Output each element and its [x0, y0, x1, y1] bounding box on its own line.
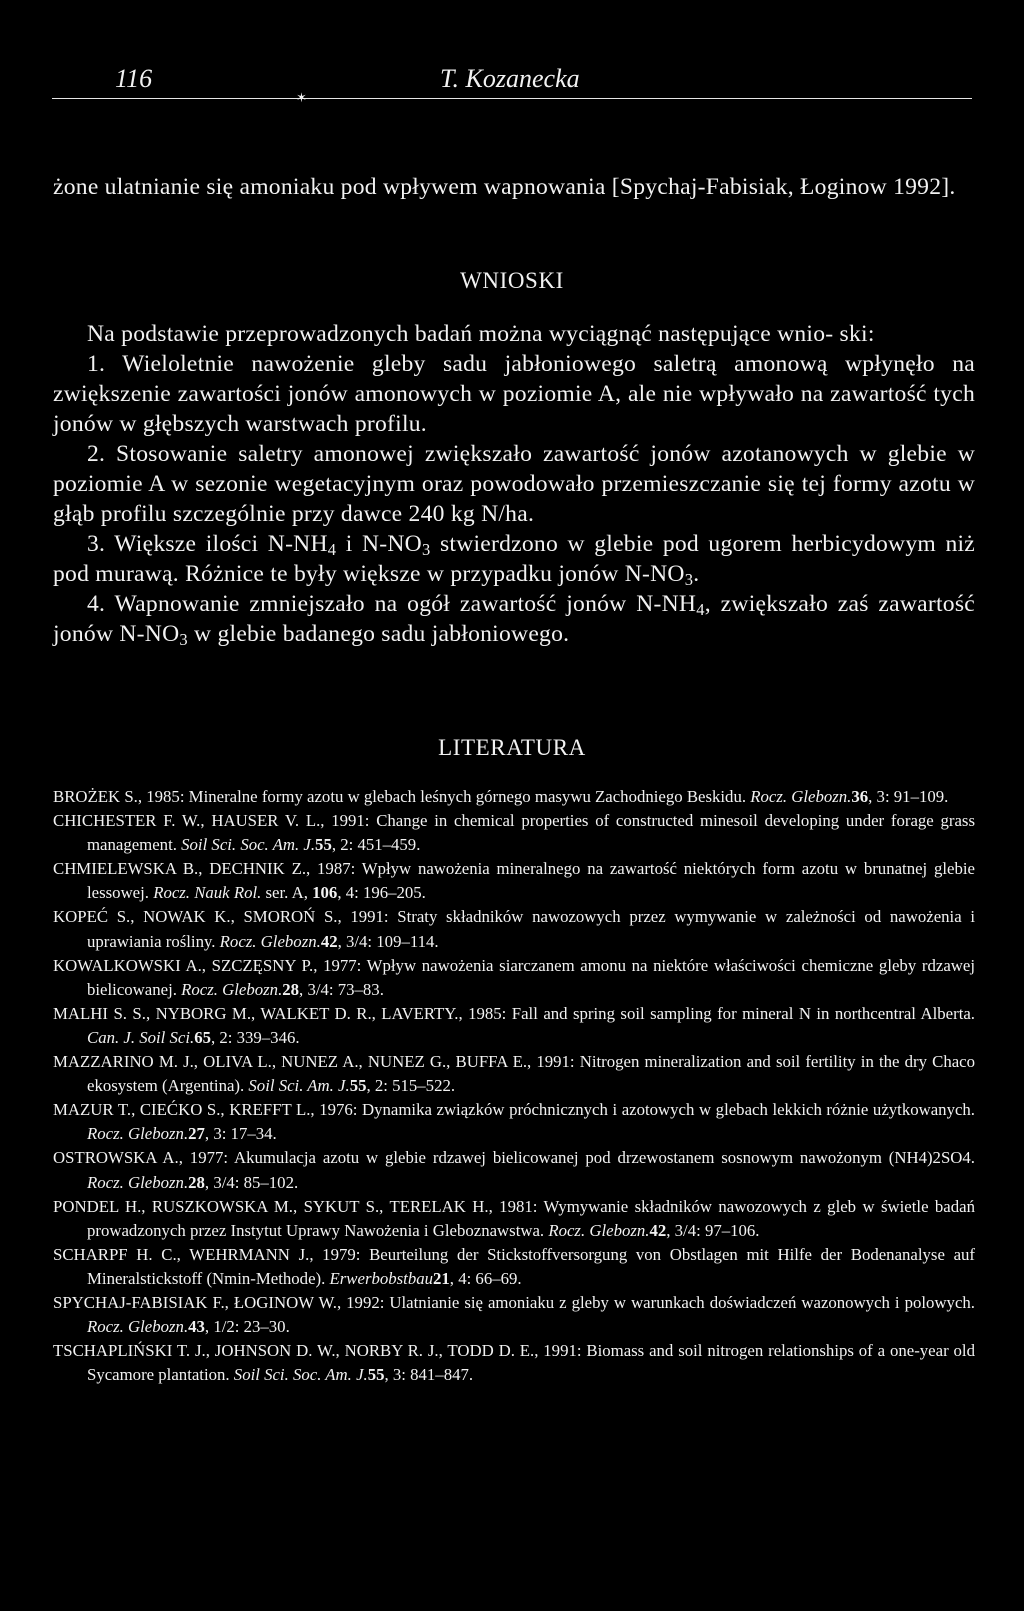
reference-journal: Rocz. Glebozn.: [87, 1317, 189, 1337]
header-mark: ✶: [296, 90, 307, 105]
reference-text: , 1976: Dynamika związków próchnicznych i azotowych w glebach lekkich różnie użytkowanych.: [310, 1100, 975, 1120]
reference-rest: , 3: 841–847.: [384, 1365, 474, 1385]
reference-journal: Rocz. Nauk Rol.: [153, 883, 262, 903]
reference-journal: Rocz. Glebozn.: [548, 1220, 650, 1240]
reference-item: [53, 857, 975, 905]
reference-vol: 27: [188, 1124, 205, 1144]
reference-journal: Rocz. Glebozn.: [87, 1124, 189, 1144]
conclusion-1: 1. Wieloletnie nawożenie gleby sadu jabłoniowego saletrą amonową wpłynęło na zwiększenie zawartości jonów amonowych w poziomie A, ale nie wpływało na zawartość tych jonów w głębszych warstwach profilu.: [53, 351, 975, 437]
reference-text: , 1985: Mineralne formy azotu w glebach leśnych górnego masywu Zachodniego Beskidu.: [137, 787, 751, 806]
reference-text: , 1977: Wpływ nawożenia siarczanem amonu na niektóre właściwości chemiczne gleby rdzawej bielicowanej.: [87, 955, 975, 999]
reference-vol: 106: [312, 883, 338, 903]
reference-item: [53, 1098, 975, 1146]
header-rule: [52, 98, 972, 99]
running-author: T. Kozanecka: [440, 64, 580, 93]
reference-author: TSCHAPLIŃSKI T. J., JOHNSON D. W., NORBY R. J., TODD D. E.: [53, 1341, 535, 1361]
reference-text: , 1991: Nitrogen mineralization and soil fertility in the dry Chaco ekosystem (Argentina).: [87, 1052, 975, 1096]
reference-journal: Soil Sci. Soc. Am. J.: [233, 1365, 368, 1385]
reference-vol: 65: [194, 1027, 211, 1047]
reference-text: , 1987: Wpływ nawożenia mineralnego na zawartość niektórych form azotu w brunatnej glebie lessowej.: [87, 859, 976, 903]
reference-rest: , 3/4: 97–106.: [666, 1220, 760, 1240]
conclusion-3: 3. Większe ilości $N-NH_4$ i $N-NO_3$ stwierdzono w glebie pod ugorem herbicydowym niż pod murawą. Różnice te były większe w przypadku jonów $N-NO_3$.: [53, 531, 976, 589]
literatura-heading: LITERATURA: [438, 735, 586, 760]
reference-text: , 1991: Change in chemical properties of constructed minesoil developing under forage grass management.: [87, 811, 975, 855]
reference-author: KOPEĆ S., NOWAK K., SMOROŃ S.: [53, 907, 338, 927]
reference-text: , 1991: Biomass and soil nitrogen relationships of a one-year old Sycamore plantation.: [87, 1341, 975, 1385]
wnioski-intro: Na podstawie przeprowadzonych badań można wyciągnąć następujące wnio- ski:: [87, 321, 875, 347]
intro-text: żone ulatnianie się amoniaku pod wpływem wapnowania [Spychaj-Fabisiak, Łoginow 1992].: [53, 174, 956, 200]
reference-journal: Can. J. Soil Sci.: [87, 1027, 195, 1047]
reference-author: MAZZARINO M. J., OLIVA L., NUNEZ A., NUNEZ G., BUFFA E.: [53, 1052, 528, 1072]
reference-author: CHICHESTER F. W., HAUSER V. L.: [53, 811, 321, 831]
reference-item: [53, 954, 975, 1002]
reference-item: [53, 1339, 975, 1387]
reference-author: OSTROWSKA A.: [53, 1148, 179, 1168]
reference-item: [53, 905, 975, 953]
reference-journal: Rocz. Glebozn.: [750, 787, 852, 806]
reference-vol: 55: [315, 835, 332, 855]
reference-rest: , 2: 515–522.: [366, 1076, 456, 1096]
reference-author: MALHI S. S., NYBORG M., WALKET D. R., LAVERTY.: [53, 1003, 459, 1023]
reference-rest: , 4: 196–205.: [337, 883, 426, 903]
reference-author: SCHARPF H. C., WEHRMANN J.: [53, 1244, 310, 1264]
reference-rest: , 3/4: 109–114.: [337, 931, 439, 951]
reference-journal: Rocz. Glebozn.: [219, 931, 321, 951]
reference-item: [53, 785, 975, 809]
reference-journal: Rocz. Glebozn.: [181, 979, 283, 999]
reference-author: KOWALKOWSKI A., SZCZĘSNY P.: [53, 955, 314, 975]
reference-text: , 1977: Akumulacja azotu w glebie rdzawej bielicowanej pod drzewostanem sosnowym nawożonym (NH4)2SO4.: [178, 1148, 975, 1168]
reference-vol: 55: [349, 1076, 367, 1096]
reference-vol-pre: ser. A,: [261, 883, 313, 903]
reference-vol: 36: [851, 787, 869, 806]
conclusion-4: 4. Wapnowanie zmniejszało na ogół zawartość jonów $N-NH_4$, zwiększało zaś zawartość jonów $N-NO_3$ w glebie badanego sadu jabłoniowego.: [53, 591, 975, 649]
reference-author: PONDEL H., RUSZKOWSKA M., SYKUT S., TERELAK H.: [53, 1196, 489, 1216]
reference-item: [53, 809, 975, 857]
reference-vol: 42: [320, 931, 338, 951]
reference-item: [53, 1195, 975, 1243]
intro-paragraph: [53, 172, 975, 202]
reference-journal: Soil Sci. Soc. Am. J.: [181, 835, 316, 855]
reference-rest: , 4: 66–69.: [449, 1268, 522, 1288]
reference-text: , 1985: Fall and spring soil sampling for mineral N in northcentral Alberta.: [458, 1003, 975, 1023]
reference-rest: , 2: 339–346.: [210, 1027, 300, 1047]
wnioski-section: [53, 319, 975, 649]
reference-rest: , 3: 17–34.: [204, 1124, 277, 1144]
reference-author: CHMIELEWSKA B., DECHNIK Z.: [53, 859, 307, 879]
page-number: 116: [115, 64, 153, 93]
reference-rest: , 1/2: 23–30.: [204, 1317, 290, 1337]
reference-rest: , 3/4: 85–102.: [204, 1172, 299, 1192]
reference-item: [53, 1291, 975, 1339]
wnioski-heading: WNIOSKI: [460, 268, 564, 293]
reference-journal: Soil Sci. Am. J.: [248, 1076, 350, 1096]
reference-rest: , 3/4: 73–83.: [299, 979, 384, 999]
reference-author: SPYCHAJ-FABISIAK F., ŁOGINOW W.: [53, 1292, 337, 1312]
reference-journal: Erwerbobstbau: [329, 1268, 434, 1288]
reference-text: , 1979: Beurteilung der Stickstoffversorgung von Obstlagen mit Hilfe der Bodenanalyse auf Mineralstickstoff (Nmin-Methode).: [87, 1244, 975, 1288]
reference-vol: 28: [282, 979, 300, 999]
reference-author: BROŻEK S.: [53, 787, 138, 806]
reference-journal: Rocz. Glebozn.: [87, 1172, 189, 1192]
reference-list: [53, 785, 975, 1387]
reference-text: , 1991: Straty składników nawozowych przez wymywanie w zależności od nawożenia i uprawiania rośliny.: [87, 907, 975, 951]
reference-text: , 1981: Wymywanie składników nawozowych z gleb w świetle badań prowadzonych przez Instytut Uprawy Nawożenia i Gleboznawstwa.: [87, 1196, 975, 1240]
reference-vol: 55: [367, 1365, 385, 1385]
reference-item: [53, 1002, 975, 1050]
running-header: [52, 64, 972, 105]
reference-rest: , 2: 451–459.: [331, 835, 421, 855]
reference-author: MAZUR T., CIEĆKO S., KREFFT L.: [53, 1100, 311, 1120]
reference-vol: 28: [188, 1172, 205, 1192]
reference-text: , 1992: Ulatnianie się amoniaku z gleby w warunkach doświadczeń wazonowych i polowych.: [336, 1292, 975, 1312]
reference-item: [53, 1146, 975, 1194]
reference-item: [53, 1243, 975, 1291]
reference-vol: 42: [649, 1220, 667, 1240]
reference-vol: 43: [188, 1317, 205, 1337]
conclusion-2: 2. Stosowanie saletry amonowej zwiększało zawartość jonów azotanowych w glebie w poziomie A w sezonie wegetacyjnym oraz powodowało przemieszczanie się tej formy azotu w głąb profilu szczególnie przy dawce 240 kg N/ha.: [53, 441, 975, 527]
reference-rest: , 3: 91–109.: [868, 787, 949, 806]
reference-vol: 21: [433, 1268, 450, 1288]
reference-item: [53, 1050, 975, 1098]
